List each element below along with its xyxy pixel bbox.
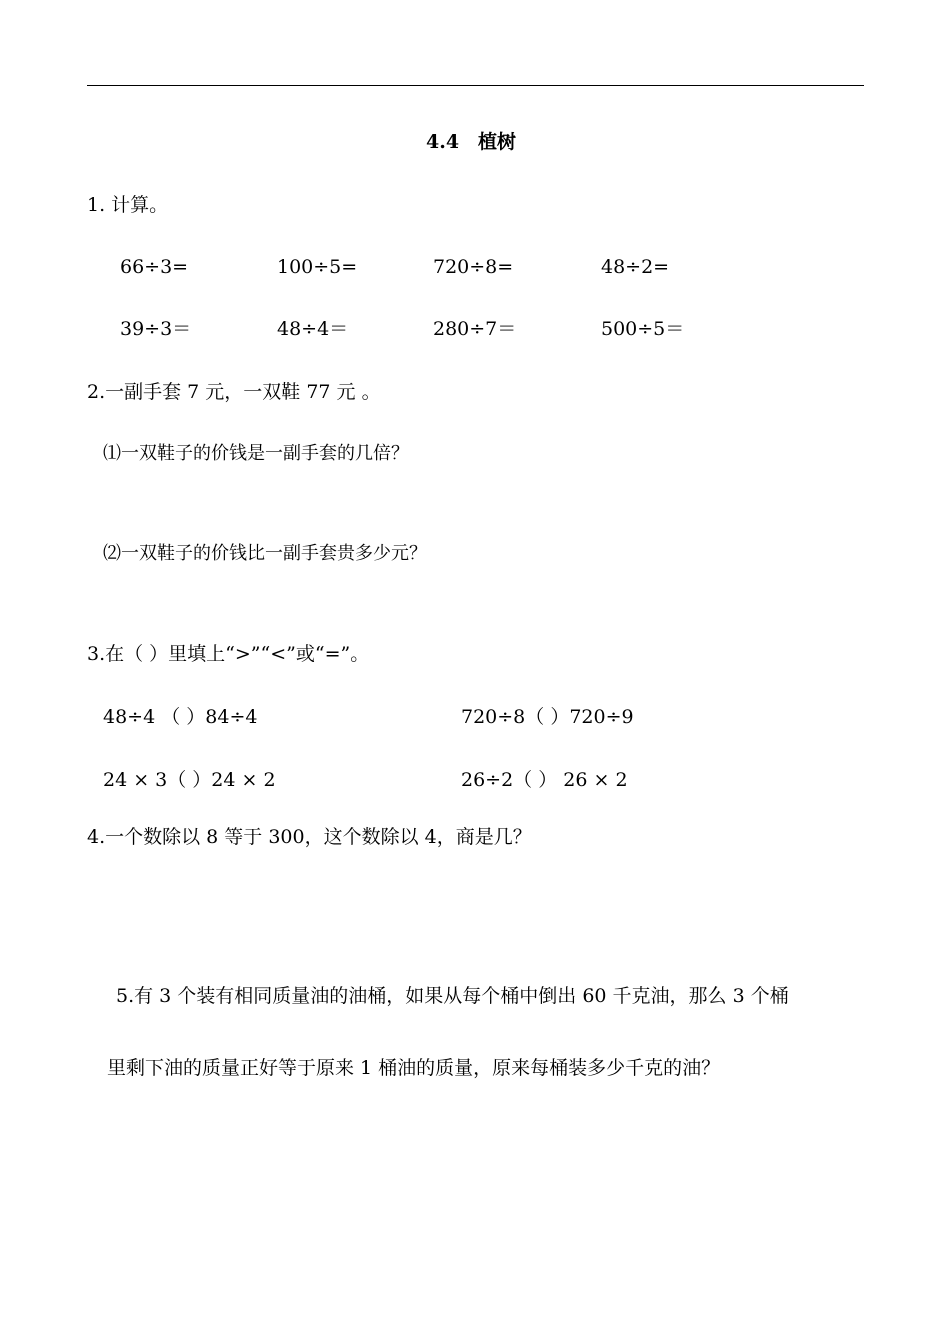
q2-subquestion-1: ⑴一双鞋子的价钱是一副手套的几倍？ — [103, 443, 409, 464]
q2-heading: 2.一副手套 7 元，一双鞋 77 元 。 — [87, 381, 381, 403]
q3-comparison: 24 × 3（ ）24 × 2 — [103, 769, 276, 791]
q2-subquestion-2: ⑵一双鞋子的价钱比一副手套贵多少元？ — [103, 543, 427, 564]
q3-comparison: 720÷8（ ）720÷9 — [461, 706, 634, 728]
q4-heading: 4.一个数除以 8 等于 300，这个数除以 4，商是几？ — [87, 826, 532, 848]
q3-heading: 3.在（ ）里填上“>”“<”或“=”。 — [87, 643, 370, 665]
q1-problem: 500÷5＝ — [601, 318, 685, 340]
page-title: 4.4 植树 — [426, 131, 517, 153]
q1-problem: 720÷8= — [433, 256, 514, 278]
q1-problem: 48÷2= — [601, 256, 670, 278]
q1-heading: 1. 计算。 — [87, 194, 169, 216]
q1-problem: 39÷3＝ — [120, 318, 192, 340]
q3-comparison: 26÷2（ ） 26 × 2 — [461, 769, 628, 791]
header-rule — [87, 85, 864, 86]
q1-problem: 280÷7＝ — [433, 318, 517, 340]
q1-problem: 66÷3= — [120, 256, 189, 278]
q5-line-2: 里剩下油的质量正好等于原来 1 桶油的质量，原来每桶装多少千克的油？ — [107, 1057, 721, 1079]
q3-comparison: 48÷4 （ ）84÷4 — [103, 706, 258, 728]
q1-problem: 48÷4＝ — [277, 318, 349, 340]
q1-problem: 100÷5= — [277, 256, 358, 278]
q5-line-1: 5.有 3 个装有相同质量油的油桶，如果从每个桶中倒出 60 千克油，那么 3 个桶 — [116, 985, 789, 1007]
